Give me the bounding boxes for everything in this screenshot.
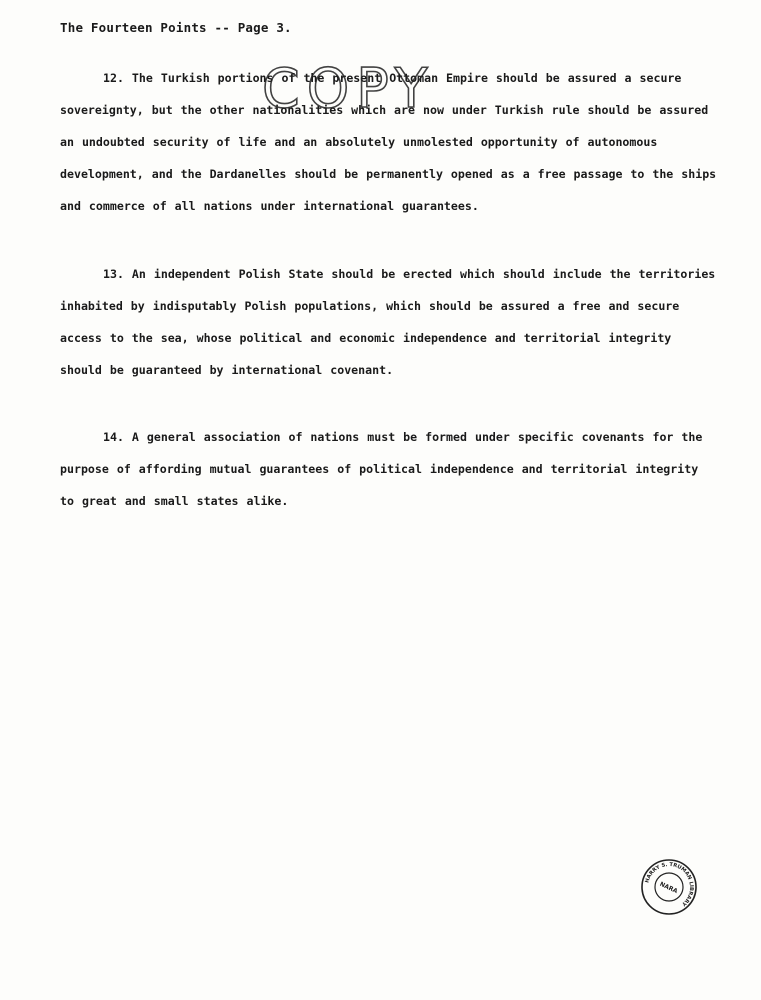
truman-library-seal-icon [640, 858, 698, 916]
point-12-paragraph: 12. The Turkish portions of the present Ottoman Empire should be assured a secure sovereignty, but the other nationalities which are now under Turkish rule should be assured an undoubted security of life and an absolutely unmolested opportunity of autonomous development, and the Dardanelles should be permanently opened as a free passage to the ships and commerce of all nations under international guarantees. [60, 71, 717, 213]
point-13-paragraph: 13. An independent Polish State should be erected which should include the territories inhabited by indisputably Polish populations, which should be assured a free and secure access to the sea, whose political and economic independence and territorial integrity should be guaranteed by international covenant. [60, 267, 716, 377]
svg-text:HARRY S. TRUMAN LIBRARY: HARRY S. TRUMAN LIBRARY [644, 861, 695, 907]
svg-text:NARA: NARA [658, 880, 679, 896]
page-header: The Fourteen Points -- Page 3. [60, 20, 292, 35]
copy-stamp: COPY [262, 57, 435, 120]
point-14-paragraph: 14. A general association of nations must be formed under specific covenants for the purpose of affording mutual guarantees of political independence and territorial integrity to great and small states alike. [60, 430, 703, 508]
